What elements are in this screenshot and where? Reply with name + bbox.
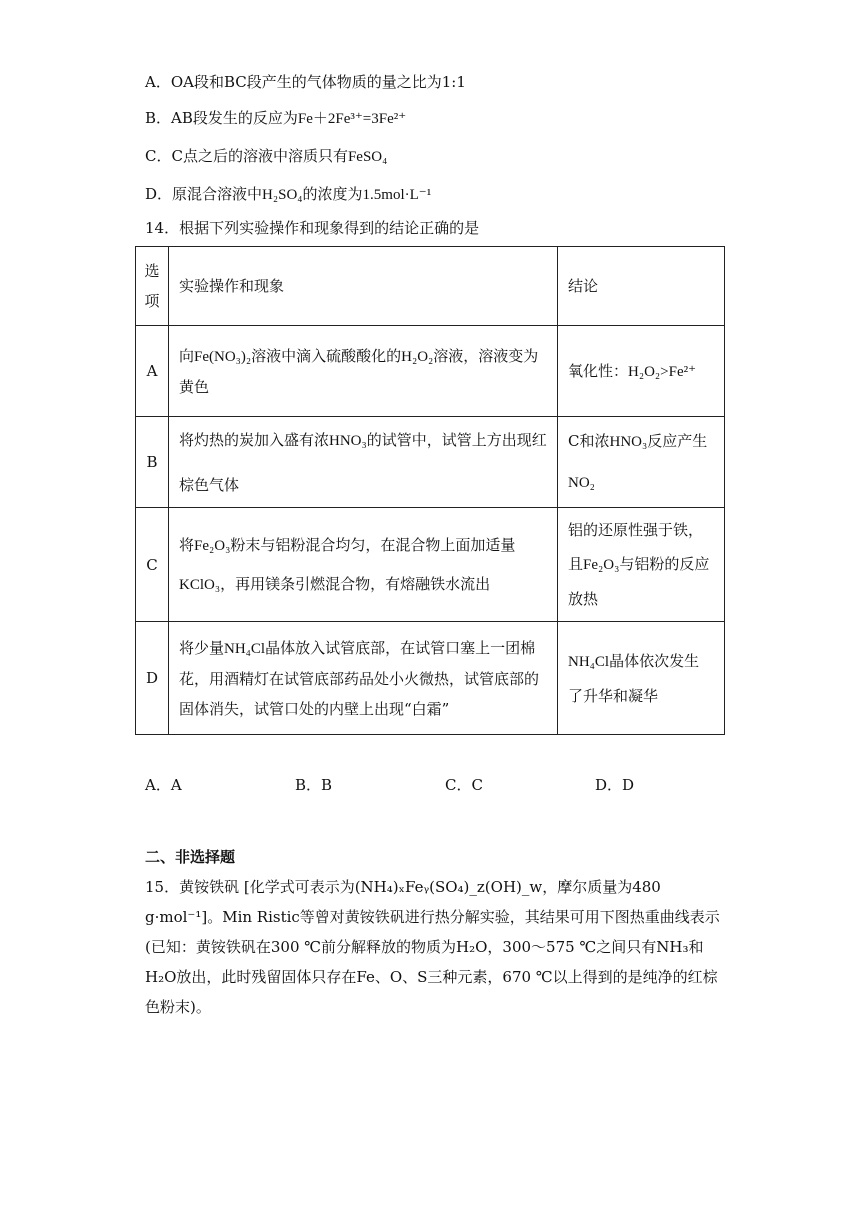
conclusion-text: 铝的还原性强于铁，且	[568, 521, 704, 573]
table-row	[136, 326, 725, 417]
concentration-value: 1.5mol·L⁻¹	[362, 187, 432, 203]
row-label: D	[136, 622, 169, 735]
operation-text: 溶液中滴入硫酸酸化的	[251, 346, 402, 365]
row-operation	[169, 326, 558, 417]
formula: HNO₃	[609, 434, 648, 450]
table-header-row	[136, 247, 725, 326]
formula: NH₄Cl	[568, 653, 610, 670]
header-operation: 实验操作和现象	[169, 247, 558, 326]
conclusion-text: 与铝粉的反应放热	[568, 555, 710, 608]
option-text: AB段发生的反应为	[171, 109, 298, 127]
row-conclusion	[558, 417, 725, 508]
header-conclusion: 结论	[558, 247, 725, 326]
formula: Fe(NO₃)₂	[194, 348, 252, 365]
row-conclusion	[558, 622, 725, 735]
row-operation	[169, 508, 558, 622]
row-label: A	[136, 326, 169, 417]
option-prefix: D．	[145, 185, 173, 203]
formula: H₂O₂>Fe²⁺	[628, 363, 697, 380]
row-operation	[169, 417, 558, 508]
option-text-mid: 的浓度为	[302, 185, 363, 203]
formula: HNO₃	[329, 432, 367, 449]
q13-option-a	[145, 70, 466, 94]
operation-text: ，再用镁条引燃混合物，有熔融铁水流出	[220, 574, 491, 593]
q15-text: 15．黄铵铁矾 [化学式可表示为(NH₄)ₓFeᵧ(SO₄)_z(OH)_w，摩尔质量为480 g·mol⁻¹]。Min Ristic等曾对黄铵铁矾进行热分解实验，其结果可用下图热重曲线表示(已知：黄铵铁矾在300 ℃前分解释放的物质为H₂O，300～575 ℃之间只有NH₃和H₂O放出，此时残留固体只存在Fe、O、S三种元素，670 ℃以上得到的是纯净的红棕色粉末)。	[145, 878, 720, 1016]
row-conclusion	[558, 326, 725, 417]
q14-choices	[145, 774, 745, 798]
option-prefix: B．	[145, 109, 172, 127]
row-operation	[169, 622, 558, 735]
operation-text: 晶体放入试管底部，在试管口塞上一团棉花，用酒精灯在试管底部药品处小火微热，试管底部的固体消失，试管口处的内壁上出现“白霜”	[179, 638, 540, 718]
reaction-formula: Fe＋2Fe³⁺=3Fe²⁺	[297, 111, 407, 127]
option-prefix: A．	[145, 73, 171, 91]
formula: Fe₂O₃	[583, 557, 620, 573]
q14-stem: 14．根据下列实验操作和现象得到的结论正确的是	[145, 219, 480, 237]
q14-table	[135, 246, 725, 735]
operation-text: 将灼热的炭加入盛有浓	[179, 430, 330, 449]
conclusion-text: 晶体依次发生了升华和凝华	[568, 651, 700, 705]
conclusion-text: 氧化性：	[568, 361, 629, 380]
table-row	[136, 508, 725, 622]
operation-text: 的试管中，试管上方出现红棕色气体	[179, 430, 547, 494]
conclusion-text: 反应产生	[647, 432, 708, 450]
choice-c: C．C	[445, 776, 483, 794]
q13-option-c	[145, 144, 387, 169]
table-row	[136, 622, 725, 735]
section-title: 二、非选择题	[145, 848, 236, 866]
table-row	[136, 417, 725, 508]
q13-option-d	[145, 182, 431, 207]
row-label: C	[136, 508, 169, 622]
formula: H₂O₂	[401, 348, 434, 365]
conclusion-text: C和浓	[568, 432, 610, 450]
formula: NH₄Cl	[224, 640, 266, 657]
option-text: OA段和BC段产生的气体物质的量之比为1:1	[170, 73, 466, 91]
operation-text: 粉末与铝粉混合均匀，在混合物上面加适量	[230, 535, 516, 554]
operation-text: 将少量	[179, 638, 225, 657]
choice-b: B．B	[295, 776, 333, 794]
operation-text: 溶液，溶液变为黄色	[179, 346, 539, 396]
formula: NO₂	[568, 475, 595, 491]
option-prefix: C．	[145, 147, 172, 165]
solute-formula: FeSO₄	[347, 149, 388, 165]
choice-a: A．A	[145, 776, 182, 794]
header-option: 选项	[136, 247, 169, 326]
choice-d: D．D	[595, 776, 635, 794]
formula: Fe₂O₃	[194, 537, 231, 554]
row-conclusion	[558, 508, 725, 622]
q13-option-b	[145, 106, 406, 131]
operation-text: 向	[179, 346, 195, 365]
operation-text: 将	[179, 535, 195, 554]
option-text: C点之后的溶液中溶质只有	[171, 147, 348, 165]
row-label: B	[136, 417, 169, 508]
option-text: 原混合溶液中	[172, 185, 263, 203]
formula: KClO₃	[179, 576, 221, 593]
acid-formula: H₂SO₄	[262, 187, 303, 203]
